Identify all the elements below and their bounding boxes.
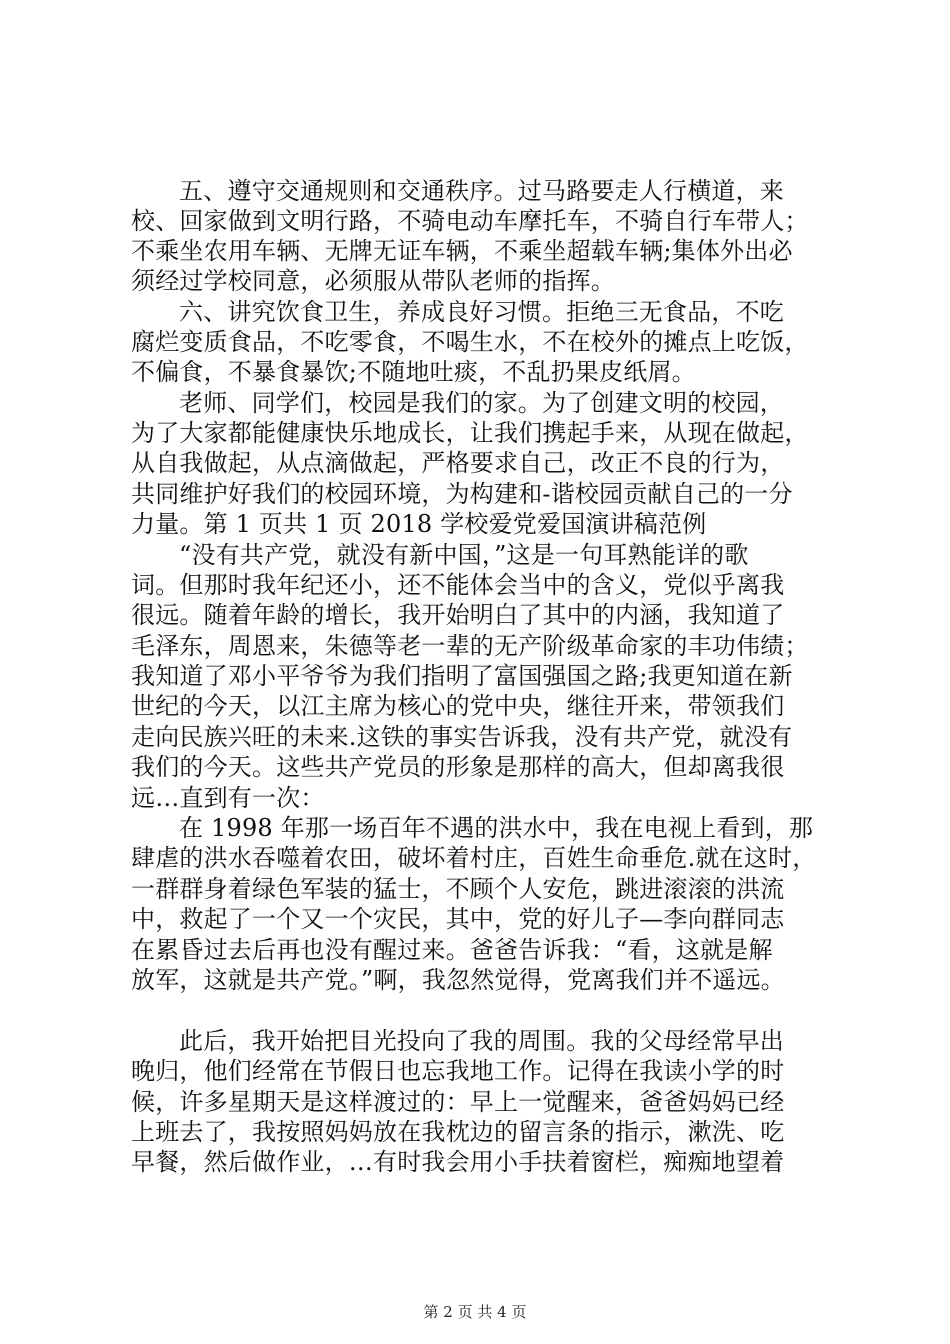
text-line: 在 1998 年那一场百年不遇的洪水中，我在电视上看到，那 (179, 814, 814, 842)
text-line: 校、回家做到文明行路，不骑电动车摩托车，不骑自行车带人； (131, 207, 809, 235)
text-line: 放军，这就是共产党。”啊，我忽然觉得，党离我们并不遥远。 (131, 966, 785, 994)
page-footer: 第 2 页 共 4 页 (423, 1303, 527, 1321)
text-line: 毛泽东，周恩来，朱德等老一辈的无产阶级革命家的丰功伟绩； (131, 632, 809, 660)
text-line: “没有共产党，就没有新中国，”这是一句耳熟能详的歌 (179, 541, 749, 569)
text-line: 很远。随着年龄的增长，我开始明白了其中的内涵，我知道了 (131, 601, 785, 629)
text-line: 腐烂变质食品，不吃零食，不喝生水，不在校外的摊点上吃饭， (131, 328, 809, 356)
text-line: 远…直到有一次： (131, 784, 325, 812)
text-line: 早餐，然后做作业，…有时我会用小手扶着窗栏，痴痴地望着 (131, 1148, 785, 1176)
text-line: 词。但那时我年纪还小，还不能体会当中的含义，党似乎离我 (131, 571, 785, 599)
text-line: 不乘坐农用车辆、无牌无证车辆，不乘坐超载车辆;集体外出必 (131, 237, 793, 265)
text-line: 共同维护好我们的校园环境，为构建和-谐校园贡献自己的一分 (131, 480, 793, 508)
text-line: 须经过学校同意，必须服从带队老师的指挥。 (131, 267, 615, 295)
text-line: 走向民族兴旺的未来.这铁的事实告诉我，没有共产党，就没有 (131, 723, 793, 751)
text-line: 从自我做起，从点滴做起，严格要求自己，改正不良的行为， (131, 449, 785, 477)
text-line: 力量。第 1 页共 1 页 2018 学校爱党爱国演讲稿范例 (131, 510, 707, 538)
text-line: 此后，我开始把目光投向了我的周围。我的父母经常早出 (179, 1027, 784, 1055)
text-line: 候，许多星期天是这样渡过的：早上一觉醒来，爸爸妈妈已经 (131, 1088, 785, 1116)
text-line: 为了大家都能健康快乐地成长，让我们携起手来，从现在做起， (131, 419, 809, 447)
text-line: 晚归，他们经常在节假日也忘我地工作。记得在我读小学的时 (131, 1057, 785, 1085)
text-line: 在累昏过去后再也没有醒过来。爸爸告诉我：“看，这就是解 (131, 936, 773, 964)
text-line: 一群群身着绿色军装的猛士，不顾个人安危，跳进滚滚的洪流 (131, 875, 785, 903)
text-line: 中，救起了一个又一个灾民，其中，党的好儿子—李向群同志 (131, 905, 785, 933)
text-line: 六、讲究饮食卫生，养成良好习惯。拒绝三无食品，不吃 (179, 298, 784, 326)
text-line: 五、遵守交通规则和交通秩序。过马路要走人行横道，来 (179, 177, 784, 205)
text-line: 世纪的今天，以江主席为核心的党中央，继往开来，带领我们 (131, 692, 785, 720)
text-line: 不偏食，不暴食暴饮;不随地吐痰，不乱扔果皮纸屑。 (131, 358, 696, 386)
text-line: 上班去了，我按照妈妈放在我枕边的留言条的指示，漱洗、吃 (131, 1118, 785, 1146)
text-line: 肆虐的洪水吞噬着农田，破坏着村庄，百姓生命垂危.就在这时， (131, 844, 817, 872)
text-line: 老师、同学们，校园是我们的家。为了创建文明的校园， (179, 389, 784, 417)
text-line: 我们的今天。这些共产党员的形象是那样的高大，但却离我很 (131, 753, 785, 781)
text-line: 我知道了邓小平爷爷为我们指明了富国强国之路;我更知道在新 (131, 662, 793, 690)
